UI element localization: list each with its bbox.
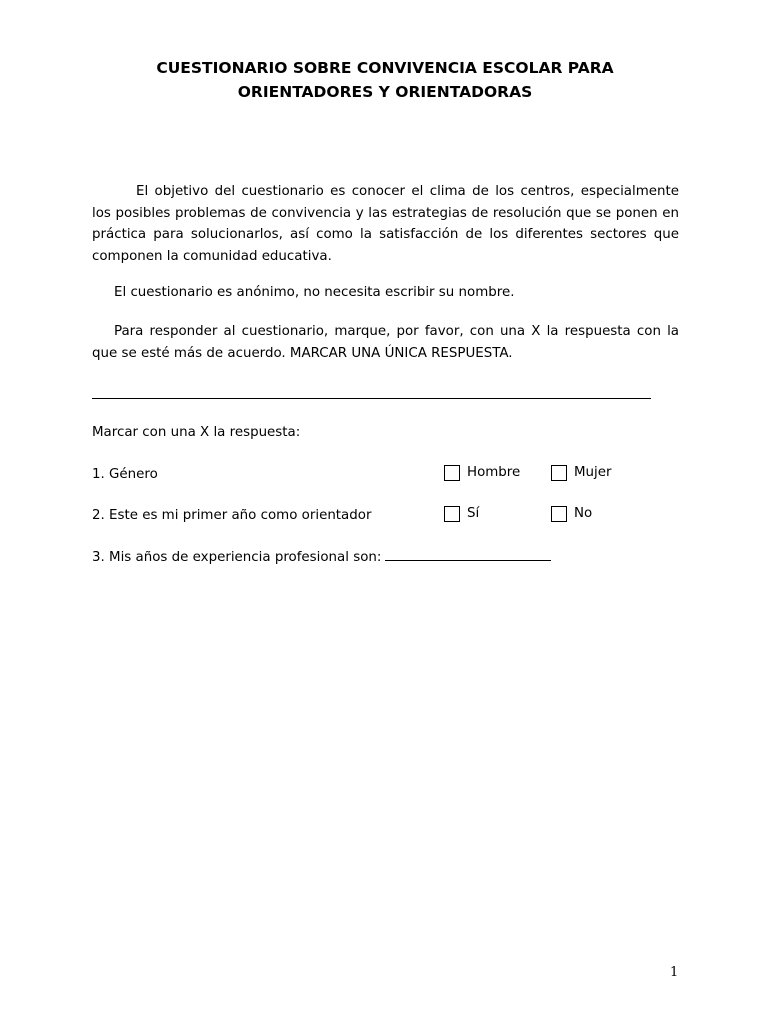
option-mujer-label: Mujer bbox=[574, 465, 612, 480]
option-si-label: Sí bbox=[467, 506, 480, 521]
question-3 bbox=[92, 548, 551, 568]
option-si[interactable] bbox=[444, 504, 479, 524]
title-line-1: CUESTIONARIO SOBRE CONVIVENCIA ESCOLAR PARA bbox=[156, 59, 614, 77]
option-no-label: No bbox=[574, 506, 593, 521]
document-title bbox=[92, 56, 678, 104]
option-no[interactable] bbox=[551, 504, 592, 524]
form-prompt: Marcar con una X la respuesta: bbox=[92, 425, 301, 440]
checkbox-si[interactable] bbox=[444, 506, 460, 522]
experience-years-field[interactable] bbox=[385, 548, 551, 561]
question-2-label: 2. Este es mi primer año como orientador bbox=[92, 508, 372, 523]
question-3-label: 3. Mis años de experiencia profesional son: bbox=[92, 550, 382, 565]
option-hombre[interactable] bbox=[444, 463, 520, 483]
option-mujer[interactable] bbox=[551, 463, 612, 483]
checkbox-hombre[interactable] bbox=[444, 465, 460, 481]
instructions-paragraph: Para responder al cuestionario, marque, por favor, con una X la respuesta con la que se esté más de acuerdo. MARCAR UNA ÚNICA RESPUESTA. bbox=[92, 324, 679, 361]
title-line-2: ORIENTADORES Y ORIENTADORAS bbox=[237, 83, 533, 101]
anonymous-note: El cuestionario es anónimo, no necesita escribir su nombre. bbox=[114, 285, 515, 300]
option-hombre-label: Hombre bbox=[467, 465, 521, 480]
checkbox-mujer[interactable] bbox=[551, 465, 567, 481]
section-divider bbox=[92, 398, 651, 399]
intro-paragraph: El objetivo del cuestionario es conocer el clima de los centros, especialmente los posibles problemas de convivencia y las estrategias de resolución que se ponen en práctica para solucionarlos, así como la satisfacción de los diferentes sectores que componen la comunidad educativa. bbox=[92, 184, 679, 264]
checkbox-no[interactable] bbox=[551, 506, 567, 522]
question-1-label: 1. Género bbox=[92, 467, 158, 482]
page-number: 1 bbox=[670, 965, 679, 980]
